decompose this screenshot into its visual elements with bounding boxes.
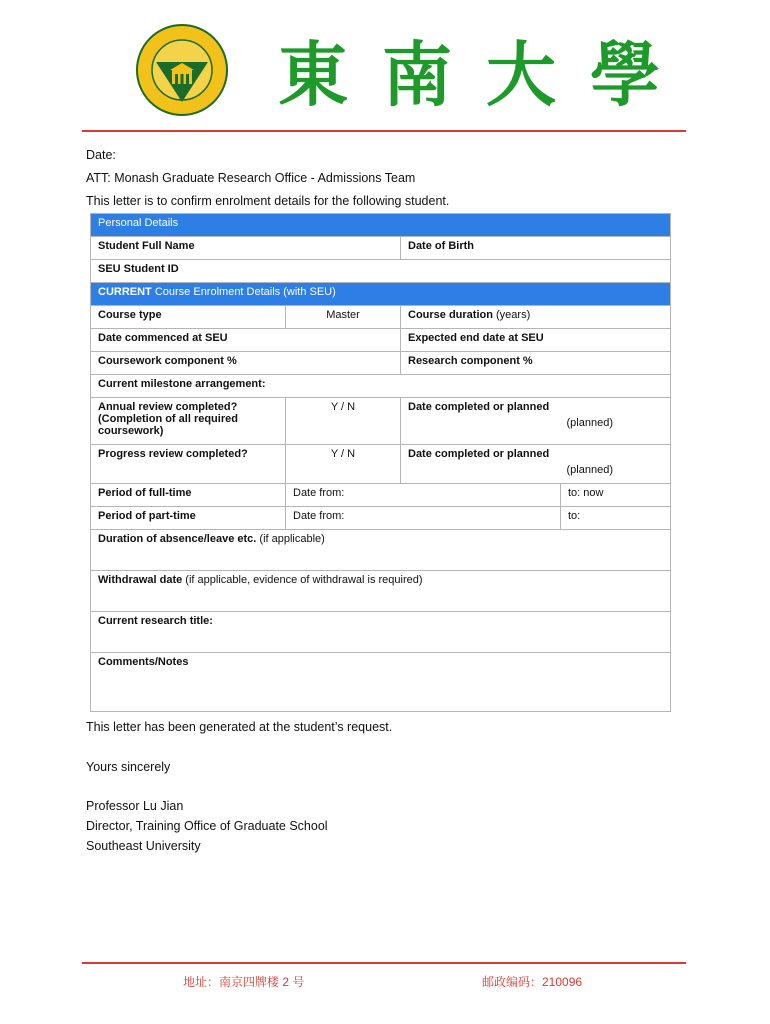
full-time-date-from: Date from: bbox=[286, 484, 561, 507]
generated-note: This letter has been generated at the student’s request. bbox=[86, 720, 393, 734]
milestone-label: Current milestone arrangement: bbox=[91, 375, 671, 398]
progress-review-yn: Y / N bbox=[286, 445, 401, 484]
part-time-to: to: bbox=[560, 507, 670, 530]
date-commenced-label: Date commenced at SEU bbox=[91, 329, 401, 352]
table-row bbox=[91, 612, 671, 653]
signatory-name: Professor Lu Jian bbox=[86, 799, 184, 813]
date-of-birth-label: Date of Birth bbox=[401, 237, 671, 260]
attention-line: ATT: Monash Graduate Research Office - Admissions Team bbox=[86, 171, 416, 185]
progress-planned-note: (planned) bbox=[566, 464, 613, 476]
table-row bbox=[91, 484, 671, 507]
current-enrolment-header bbox=[91, 283, 671, 306]
table-row bbox=[91, 507, 671, 530]
current-header-rest: Course Enrolment Details (with SEU) bbox=[151, 286, 336, 298]
bottom-divider bbox=[82, 962, 686, 964]
withdrawal-note: (if applicable, evidence of withdrawal is required) bbox=[182, 574, 423, 586]
table-row bbox=[91, 260, 671, 283]
university-brand-title: 東南大學 bbox=[278, 33, 694, 116]
table-row bbox=[91, 329, 671, 352]
annual-planned-note: (planned) bbox=[566, 417, 613, 429]
annual-date-completed-label: Date completed or planned bbox=[408, 401, 550, 413]
absence-note: (if applicable) bbox=[256, 533, 325, 545]
course-type-label: Course type bbox=[91, 306, 286, 329]
table-row bbox=[91, 375, 671, 398]
footer-postcode: 邮政编码：210096 bbox=[482, 975, 583, 989]
sign-off: Yours sincerely bbox=[86, 760, 171, 774]
seu-student-id-label: SEU Student ID bbox=[91, 260, 671, 283]
table-row bbox=[91, 306, 671, 329]
table-row bbox=[91, 398, 671, 445]
student-full-name-label: Student Full Name bbox=[91, 237, 401, 260]
annual-review-yn: Y / N bbox=[286, 398, 401, 445]
withdrawal-label: Withdrawal date bbox=[98, 574, 183, 586]
progress-review-label: Progress review completed? bbox=[91, 445, 286, 484]
signatory-university: Southeast University bbox=[86, 839, 201, 853]
full-time-to: to: now bbox=[560, 484, 670, 507]
research-title-label: Current research title: bbox=[91, 612, 671, 653]
research-component-label: Research component % bbox=[401, 352, 671, 375]
table-row bbox=[91, 571, 671, 612]
table-row bbox=[91, 237, 671, 260]
progress-date-completed-label: Date completed or planned bbox=[408, 448, 550, 460]
signatory-title: Director, Training Office of Graduate School bbox=[86, 819, 328, 833]
date-label: Date: bbox=[86, 148, 116, 162]
full-time-label: Period of full-time bbox=[91, 484, 286, 507]
table-row bbox=[91, 653, 671, 712]
enrolment-form-table bbox=[90, 213, 671, 712]
intro-line: This letter is to confirm enrolment details for the following student. bbox=[86, 194, 450, 208]
course-duration-label: Course duration bbox=[408, 309, 493, 321]
annual-review-label: Annual review completed? (Completion of all required coursework) bbox=[91, 398, 286, 445]
part-time-date-from: Date from: bbox=[286, 507, 561, 530]
expected-end-label: Expected end date at SEU bbox=[401, 329, 671, 352]
current-bold: CURRENT bbox=[98, 286, 152, 298]
table-row bbox=[91, 352, 671, 375]
footer-address: 地址：南京四牌楼 2 号 bbox=[183, 975, 305, 989]
university-seal-logo bbox=[134, 22, 230, 118]
course-duration-units: (years) bbox=[492, 309, 531, 321]
course-type-value: Master bbox=[286, 306, 401, 329]
part-time-label: Period of part-time bbox=[91, 507, 286, 530]
top-divider bbox=[82, 130, 686, 132]
absence-label: Duration of absence/leave etc. bbox=[98, 533, 257, 545]
coursework-component-label: Coursework component % bbox=[91, 352, 401, 375]
table-row bbox=[91, 445, 671, 484]
comments-label: Comments/Notes bbox=[91, 653, 671, 712]
table-row bbox=[91, 530, 671, 571]
personal-details-header: Personal Details bbox=[91, 214, 671, 237]
